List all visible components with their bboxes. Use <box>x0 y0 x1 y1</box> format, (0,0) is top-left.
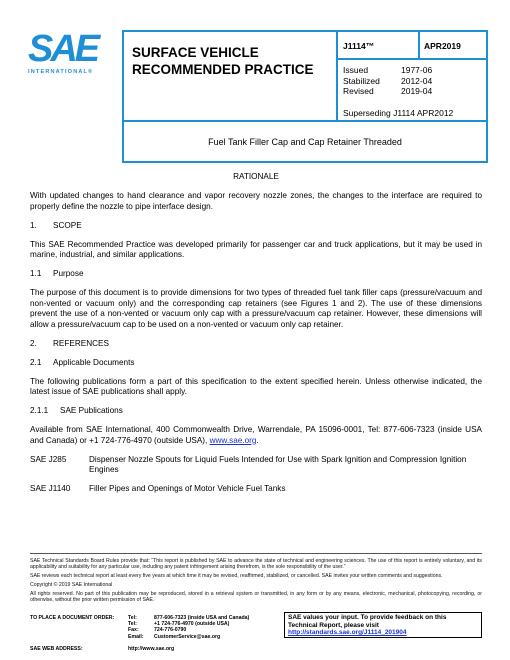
contact-key: Email: <box>128 633 144 640</box>
feedback-line1: SAE values your input. To provide feedback on this <box>288 614 447 621</box>
section-title: REFERENCES <box>53 338 109 348</box>
web-label: SAE WEB ADDRESS: <box>30 646 83 652</box>
reference-item <box>30 484 482 495</box>
contact-row <box>128 634 308 640</box>
contact-key: Tel: <box>128 615 137 621</box>
section-heading-references <box>30 339 482 350</box>
contact-key: Fax: <box>128 627 139 634</box>
history-value: 2012-04 <box>401 75 433 86</box>
contact-value: 877-606-7323 (inside USA and Canada) <box>154 615 250 621</box>
contact-value: 724-776-0790 <box>154 627 187 634</box>
header-box <box>122 30 488 122</box>
contact-key: Tel: <box>128 621 137 628</box>
divider <box>336 58 488 60</box>
order-label: TO PLACE A DOCUMENT ORDER: <box>30 615 115 621</box>
applicable-documents-text: The following publications form a part of this specification to the extent specified herein. Unless otherwise indicated, the latest issue of SAE publications shall apply. <box>30 376 482 396</box>
sae-logo <box>28 30 108 80</box>
logo-subtitle: INTERNATIONAL® <box>28 69 94 75</box>
scope-text: This SAE Recommended Practice was developed primarily for passenger car and truck applications, but it may be used in marine, industrial, and similar applications. <box>30 239 482 259</box>
history-value: 2019-04 <box>401 86 433 96</box>
logo-mark: SAE <box>28 28 98 70</box>
history-label: Stabilized <box>343 75 380 86</box>
divider <box>418 32 420 58</box>
section-number: 2.1.1 <box>30 406 49 415</box>
section-heading-sae-publications <box>30 406 482 417</box>
reference-id: SAE J1140 <box>30 484 71 493</box>
history-row <box>343 86 432 97</box>
document-type <box>132 44 314 78</box>
section-title: Applicable Documents <box>53 357 135 367</box>
period: . <box>256 435 259 445</box>
section-number: 2.1 <box>30 357 42 367</box>
history-row <box>343 76 432 87</box>
footer-rights-text: All rights reserved. No part of this publication may be reproduced, stored in a retrieval system or transmitted, in any form or by any means, electronic, mechanical, photocopying, recording, or otherwise, without the prior written permission of SAE. <box>30 590 482 603</box>
superseding-note: Superseding J1114 APR2012 <box>343 108 454 118</box>
reference-id: SAE J285 <box>30 454 67 464</box>
section-heading-scope <box>30 221 482 232</box>
sae-publications-text <box>30 425 482 446</box>
history-label: Revised <box>343 86 374 96</box>
history-value: 1977-06 <box>401 65 433 75</box>
rationale-text: With updated changes to hand clearance and vapor recovery nozzle zones, the changes to the interface are required to properly define the nozzle to pipe interface design. <box>30 191 482 211</box>
web-value[interactable]: http://www.sae.org <box>128 646 175 652</box>
contact-value: CustomerService@sae.org <box>154 633 221 640</box>
purpose-text: The purpose of this document is to provide dimensions for two types of threaded fuel tank filler caps (pressure/vacuum and non-vented or vacuum only) and the corresponding cap retainers (see Figures 1 and 2). The use of these dimensions prevent the use of a non-vented or vacuum only cap with a pressure/vacuum cap retainer. However, these dimensions will allow a pressure/vacuum cap to be used on a non-vented or vacuum only cap retainer. <box>30 288 482 329</box>
feedback-box <box>284 612 482 638</box>
feedback-link[interactable]: http://standards.sae.org/J1114_201904 <box>288 629 407 637</box>
section-title: SAE Publications <box>60 406 123 415</box>
document-history <box>343 65 432 97</box>
footer-rules-text: SAE Technical Standards Board Rules provide that: “This report is published by SAE to advance the state of technical and engineering sciences. The use of this report is entirely voluntary, and its applicability and suitability for any particular use, including any patent infringement arising therefrom, is the sole responsibility of the user.” <box>30 558 482 571</box>
document-body <box>30 172 482 503</box>
feedback-line2: Technical Report, please visit <box>288 621 379 629</box>
section-title: Purpose <box>53 269 84 278</box>
section-number: 2. <box>30 338 37 348</box>
rationale-heading: RATIONALE <box>233 172 279 181</box>
section-heading-purpose <box>30 269 482 280</box>
section-heading-applicable-documents <box>30 358 482 369</box>
reference-item <box>30 455 482 476</box>
contact-value: +1 724-776-4970 (outside USA) <box>154 621 230 628</box>
web-address <box>30 646 330 652</box>
document-title: Fuel Tank Filler Cap and Cap Retainer Threaded <box>122 121 488 163</box>
history-row <box>343 65 432 76</box>
sae-website-link[interactable]: www.sae.org <box>209 435 257 445</box>
document-number: J1114™ <box>343 41 375 51</box>
reference-title: Filler Pipes and Openings of Motor Vehicle Fuel Tanks <box>89 484 286 493</box>
section-title: SCOPE <box>53 220 82 230</box>
sae-publications-address: Available from SAE International, 400 Commonwealth Drive, Warrendale, PA 15096-0001, Tel: 877-606-7323 (inside USA and Canada) or +1 724-776-4970 (outside USA), <box>30 425 482 445</box>
document-type-line2: RECOMMENDED PRACTICE <box>132 62 314 77</box>
document-date: APR2019 <box>424 41 461 51</box>
contact-list <box>128 615 308 640</box>
divider <box>336 32 338 122</box>
footer-copyright: Copyright © 2019 SAE International <box>30 581 113 588</box>
section-number: 1.1 <box>30 269 42 278</box>
reference-title: Dispenser Nozzle Spouts for Liquid Fuels Intended for Use with Spark Ignition and Compression Ignition Engines <box>89 454 467 474</box>
document-type-line1: SURFACE VEHICLE <box>132 45 259 60</box>
footer-review-text: SAE reviews each technical report at least every five years at which time it may be revised, reaffirmed, stabilized, or cancelled. SAE invites your written comments and suggestions. <box>30 573 443 580</box>
history-label: Issued <box>343 65 369 75</box>
footer-notice <box>30 553 482 606</box>
section-number: 1. <box>30 220 37 230</box>
